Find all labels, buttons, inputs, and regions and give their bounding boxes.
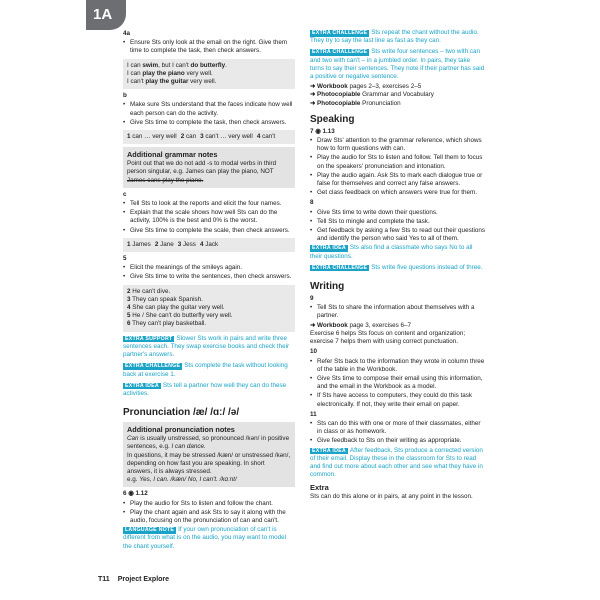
speaking-heading: Speaking: [310, 113, 355, 125]
book-title: Project Explore: [117, 576, 170, 583]
bullet: • Explain that the scale shows how well Sts can do the activity, 100% is the best and 0% is the worst.: [123, 209, 295, 225]
extra-challenge-note: EXTRA CHALLENGE Sts repeat the chant without the audio. They try to say the last line as fast as they can.: [310, 29, 479, 45]
unit-label: 1A: [93, 6, 113, 23]
left-column: [123, 28, 295, 551]
bullet: • Play the audio again. Ask Sts to mark each dialogue true or false for themselves and correct any false answers.: [310, 172, 485, 188]
ex-8-number: 8: [310, 199, 314, 207]
answer-box: 2 He can't dive. 3 They can speak Spanish. 4 She can play the guitar very well. 5 He / She can't do butterfly very well. 6 They can't play basketball.: [123, 285, 295, 332]
extra-idea-note: EXTRA IDEA After feedback, Sts produce a corrected version of their email. Display these in the classroom for Sts to read and find out more about each other and see what they have in common.: [310, 446, 483, 479]
ex-b-number: b: [123, 92, 127, 100]
bullet: • Tell Sts to look at the reports and elicit the four names.: [123, 200, 295, 208]
bullet: • Give Sts time to complete the task, then check answers.: [123, 119, 295, 127]
answer-box: [123, 59, 295, 90]
extra-heading: Extra: [310, 483, 329, 493]
extra-idea-note: EXTRA IDEA Sts tell a partner how well they can do these activities.: [123, 381, 287, 397]
bullet: • Give feedback to Sts on their writing as appropriate.: [310, 437, 485, 445]
resource-line: ➜ Workbook page 3, exercises 6–7: [310, 321, 412, 329]
paragraph: Sts can do this alone or in pairs, at any point in the lesson.: [310, 492, 473, 500]
page-number: T11: [98, 576, 110, 583]
resource-line: ➜ Photocopiable Grammar and Vocabulary: [310, 91, 434, 99]
bullet: • Get class feedback on which answers were true for them.: [310, 189, 485, 197]
bullet: • Give Sts time to complete the scale, then check answers.: [123, 227, 295, 235]
arrow-icon: ➜: [310, 91, 316, 99]
ex-5-number: 5: [123, 255, 127, 263]
arrow-icon: ➜: [310, 321, 316, 329]
writing-heading: Writing: [310, 281, 345, 293]
pronunciation-notes-box: Additional pronunciation notes Can is usually unstressed, so pronounced /kən/ in positive sentences, e.g. I can dance. In questions, it may be stressed /kæn/ or unstressed /kən/, depending on how fast you are speaking. In short answers, it is always stressed. e.g. Yes, I can. /kæn/ No, I can't. /kɑːnt/: [123, 422, 295, 487]
bullet: • Give Sts time to write down their questions.: [310, 209, 485, 217]
bullet: • Elicit the meanings of the smileys again.: [123, 264, 295, 272]
bullet: • Refer Sts back to the information they wrote in column three of the table in the Workbook.: [310, 358, 485, 374]
bullet: • If Sts have access to computers, they could do this task electronically. If not, they write their email on paper.: [310, 392, 485, 408]
bullet: • Tell Sts to mingle and complete the task.: [310, 218, 485, 226]
extra-challenge-note: EXTRA CHALLENGE Sts write four sentences – two with can and two with can't – in a jumbled order. In pairs, they take turns to say their sentences. They note if their partner has said a positive or negative sentence.: [310, 48, 485, 81]
bullet: • Tell Sts to share the information about themselves with a partner.: [310, 304, 485, 320]
bullet: • Play the audio for Sts to listen and follow. Tell them to focus on the speakers' pronunciation and intonation.: [310, 154, 485, 170]
arrow-icon: ➜: [310, 83, 316, 91]
grammar-notes-title: Additional grammar notes: [127, 150, 218, 160]
pronunciation-notes-title: Additional pronunciation notes: [127, 425, 235, 435]
pronunciation-heading: Pronunciation /æ/ /ɑː/ /ə/: [123, 407, 240, 419]
bullet: • Give Sts time to write the sentences, then check answers.: [123, 273, 295, 281]
arrow-icon: ➜: [310, 99, 316, 107]
unit-tab: [86, 0, 126, 30]
answer-line: I can play the piano very well.: [127, 69, 213, 77]
grammar-notes-text: Point out that we do not add -s to modal verbs in third person singular, e.g. James can play the piano, NOT James cans play the piano.: [127, 160, 277, 184]
paragraph: Exercise 6 helps Sts focus on content and organization; exercise 7 helps them with using correct punctuation.: [310, 329, 466, 346]
extra-support-note: EXTRA SUPPORT Slower Sts work in pairs and write three sentences each. They swap exercise books and check their partner's answers.: [123, 334, 290, 359]
ex-11-number: 11: [310, 410, 317, 418]
answer-box: 1 can … very well 2 can 3 can't … very well 4 can't: [123, 130, 295, 144]
bullet: • Play the chant again and ask Sts to say it along with the audio, focusing on the pronunciation of can and can't.: [123, 509, 295, 525]
bullet: • Give Sts time to compose their email using this information, and the email in the Workbook as a model.: [310, 375, 485, 391]
answer-line: I can't play the guitar very well.: [127, 78, 217, 86]
right-column: [310, 29, 485, 501]
extra-idea-note: EXTRA IDEA Sts also find a classmate who says No to all their questions.: [310, 244, 473, 260]
answer-box: 1 James 2 Jane 3 Jess 4 Jack: [123, 238, 295, 252]
ex-9-number: 9: [310, 295, 314, 303]
ex-10-number: 10: [310, 348, 318, 356]
audio-icon: ◉: [315, 127, 321, 135]
bullet: • Play the audio for Sts to listen and follow the chant.: [123, 500, 295, 508]
bullet: • Make sure Sts understand that the faces indicate how well each person can do the activity.: [123, 101, 295, 117]
extra-challenge-note: EXTRA CHALLENGE Sts complete the task without looking back at exercise 1.: [123, 362, 288, 378]
answer-line: I can swim, but I can't do butterfly.: [127, 61, 227, 69]
bullet: • Ensure Sts only look at the email on the right. Give them time to complete the task, then check answers.: [123, 39, 295, 55]
bullet: • Sts can do this with one or more of their classmates, either in class or as homework.: [310, 420, 485, 436]
ex-6-number: 6 ◉ 1.12: [123, 490, 148, 498]
resource-line: ➜ Photocopiable Pronunciation: [310, 99, 401, 107]
bullet: • Draw Sts' attention to the grammar reference, which shows how to form questions with can.: [310, 137, 485, 153]
audio-icon: ◉: [128, 490, 134, 498]
ex-c-number: c: [123, 190, 127, 198]
resource-line: ➜ Workbook pages 2–3, exercises 2–5: [310, 83, 422, 91]
grammar-notes-box: [123, 147, 295, 188]
language-note: LANGUAGE NOTE If your own pronunciation of can't is different from what is on the audio, you may want to model the chant yourself.: [123, 526, 286, 550]
page-footer: [98, 576, 177, 583]
ex-7-number: 7 ◉ 1.13: [310, 127, 335, 135]
extra-challenge-note: EXTRA CHALLENGE Sts write five questions instead of three.: [312, 263, 483, 271]
ex-4a-number: 4a: [123, 30, 131, 37]
bullet: • Get feedback by asking a few Sts to read out their questions and identify the person who said Yes to all of them.: [310, 227, 485, 243]
